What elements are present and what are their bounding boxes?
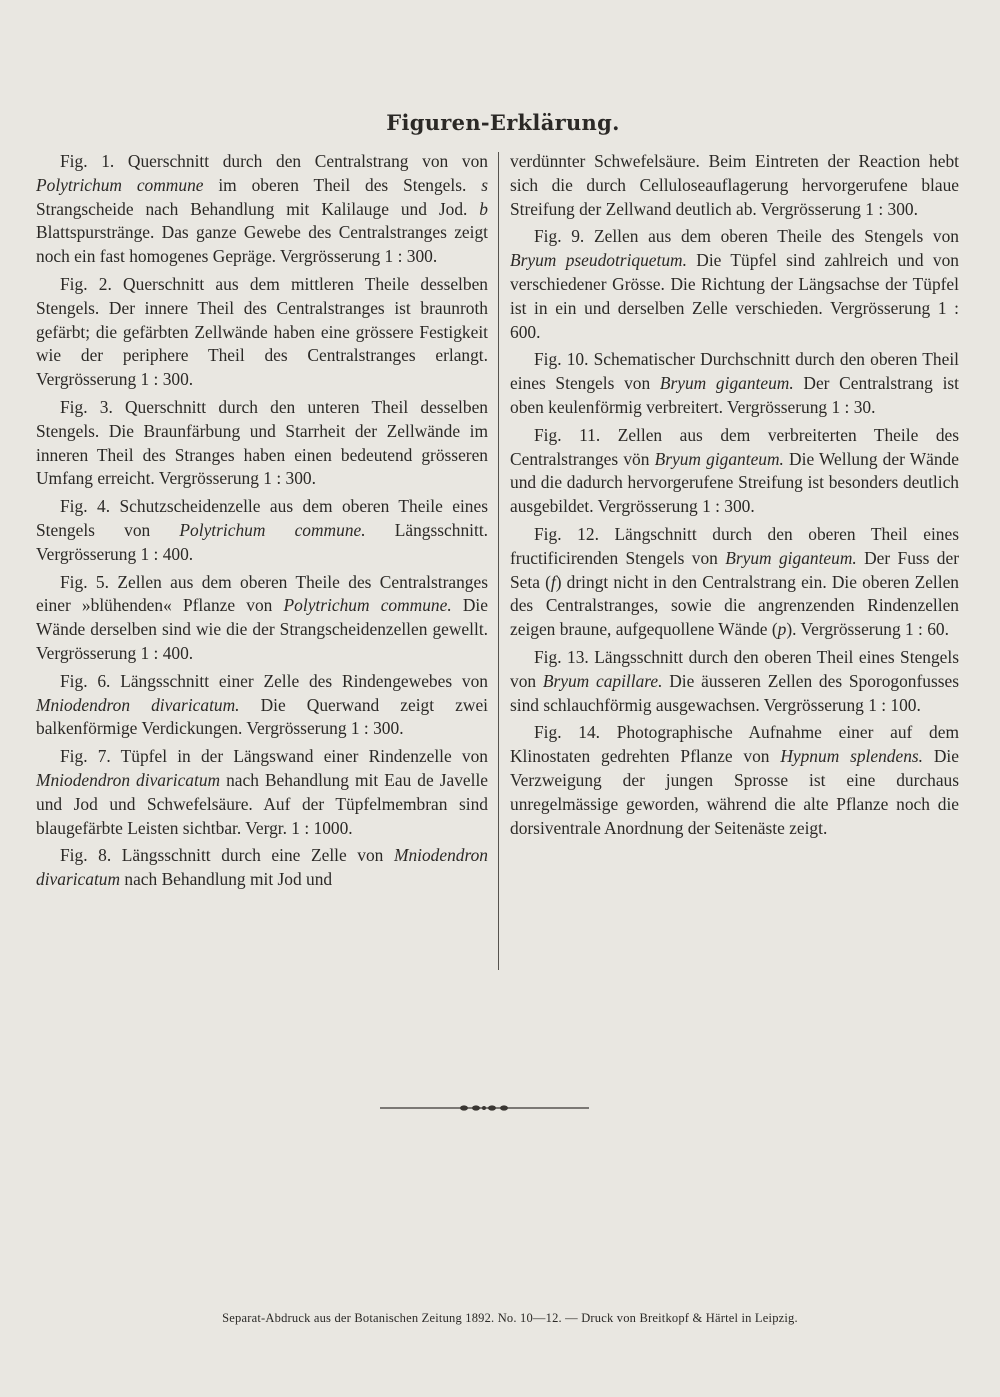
- ornament-rule: [380, 1100, 589, 1116]
- caption-text: nach Behandlung mit Eau de Javelle und Jod und Schwefelsäure. Auf der Tüpfelmembran sind blaugefärbte Leisten sichtbar. Vergr. 1 : 1000.: [36, 769, 488, 838]
- italic-text: Polytrichum commune.: [179, 519, 366, 540]
- right-column: [510, 150, 959, 844]
- caption-text: Fig. 10. Schematischer Durchschnitt durch den oberen Theil eines Stengels von: [510, 349, 959, 394]
- figure-caption: [36, 150, 488, 269]
- italic-text: Mniodendron divaricatum.: [36, 694, 240, 715]
- italic-text: Bryum capillare.: [542, 670, 663, 691]
- italic-text: Mniodendron divaricatum: [36, 845, 488, 890]
- figure-caption: [510, 424, 959, 519]
- page-title: Figuren-Erklärung.: [386, 110, 620, 136]
- figure-caption: [510, 348, 959, 419]
- italic-text: Bryum giganteum.: [654, 448, 784, 469]
- italic-text: b: [479, 198, 488, 219]
- caption-text: Der Centralstrang ist oben keulenförmig verbreitert. Vergrösserung 1 : 30.: [510, 373, 959, 417]
- caption-text: Fig. 8. Längsschnitt durch eine Zelle von: [60, 845, 394, 866]
- caption-text: Die äusseren Zellen des Sporogonfusses sind schlauchförmig ausgewachsen. Vergrösserung 1 : 100.: [510, 670, 960, 715]
- caption-text: Der Fuss der Seta (: [510, 547, 959, 592]
- caption-text: Blattspurstränge. Das ganze Gewebe des Centralstranges zeigt noch ein fast homogenes Gepräge. Vergrösserung 1 : 300.: [36, 222, 488, 267]
- italic-text: Bryum pseudotriquetum.: [510, 250, 687, 271]
- figure-caption: [36, 670, 488, 741]
- caption-text: Fig. 13. Längsschnitt durch den oberen Theil eines Stengels von: [510, 646, 959, 691]
- italic-text: s: [481, 174, 488, 195]
- figure-caption: [36, 844, 488, 892]
- caption-text: Strangscheide nach Behandlung mit Kalilauge und Jod.: [36, 198, 480, 219]
- figure-caption: [36, 495, 488, 566]
- caption-text: ) dringt nicht in den Centralstrang ein. Die oberen Zellen des Centralstranges, sowie die angrenzenden Rindenzellen zeigen braune, aufgequollene Wände (: [510, 571, 959, 640]
- italic-text: Mniodendron divaricatum: [36, 769, 221, 790]
- figure-caption: [36, 745, 488, 840]
- left-column: [36, 150, 488, 896]
- caption-text: nach Behandlung mit Jod und: [120, 869, 333, 890]
- figure-caption: [510, 150, 959, 221]
- caption-text: Fig. 5. Zellen aus dem oberen Theile des Centralstranges einer »blühenden« Pflanze von: [36, 571, 488, 616]
- caption-text: ). Vergrösserung 1 : 60.: [786, 619, 949, 640]
- caption-text: Fig. 12. Längschnitt durch den oberen Theil eines fructificirenden Stengels von: [510, 523, 959, 568]
- italic-text: Hypnum splendens.: [780, 746, 924, 767]
- italic-text: Polytrichum commune.: [283, 595, 452, 616]
- caption-text: Die Querwand zeigt zwei balkenförmige Verdickungen. Vergrösserung 1 : 300.: [36, 694, 488, 739]
- caption-text: Die Wellung der Wände und die dadurch hervorgerufene Streifung ist besonders deutlich ausgebildet. Vergrösserung 1 : 300.: [510, 448, 959, 517]
- italic-text: p: [777, 619, 787, 640]
- figure-caption: [510, 646, 959, 717]
- column-divider: [498, 152, 499, 970]
- caption-text: Fig. 1. Querschnitt durch den Centralstrang von von: [60, 151, 488, 171]
- caption-text: Fig. 7. Tüpfel in der Längswand einer Rindenzelle von: [60, 746, 488, 767]
- caption-text: Die Tüpfel sind zahlreich und von verschiedener Grösse. Die Richtung der Längsachse der Tüpfel ist in ein und derselben Zelle verschieden. Vergrösserung 1 : 600.: [510, 250, 959, 342]
- italic-text: Polytrichum commune: [36, 174, 204, 195]
- caption-text: im oberen Theil des Stengels.: [203, 174, 482, 195]
- figure-caption: [510, 721, 959, 840]
- caption-text: Fig. 9. Zellen aus dem oberen Theile des Stengels von: [534, 226, 959, 247]
- figure-caption: [36, 273, 488, 392]
- figure-caption: [36, 571, 488, 666]
- caption-text: Längsschnitt. Vergrösserung 1 : 400.: [36, 519, 488, 564]
- caption-text: Fig. 6. Längsschnitt einer Zelle des Rindengewebes von: [60, 670, 488, 691]
- footer-imprint: Separat-Abdruck aus der Botanischen Zeitung 1892. No. 10—12. — Druck von Breitkopf & Härtel in Leipzig.: [222, 1311, 798, 1325]
- caption-text: Fig. 14. Photographische Aufnahme einer auf dem Klinostaten gedrehten Pflanze von: [510, 722, 959, 767]
- caption-text: Fig. 3. Querschnitt durch den unteren Theil desselben Stengels. Die Braunfärbung und Starrheit der Zellwände im inneren Theil des Stranges haben einen bedeutend grösseren Umfang erreicht. Vergrösserung 1 : 300.: [36, 396, 488, 489]
- caption-text: Die Wände derselben sind wie die der Strangscheidenzellen gewellt. Vergrösserung 1 : 400.: [36, 595, 488, 663]
- caption-text: Fig. 4. Schutzscheidenzelle aus dem oberen Theile eines Stengels von: [36, 496, 488, 540]
- italic-text: Bryum giganteum.: [659, 373, 794, 394]
- caption-text: Die Verzweigung der jungen Sprosse ist eine durchaus unregelmässige geworden, während die alte Pflanze noch die dorsiventrale Anordnung der Seitenäste zeigt.: [510, 746, 959, 838]
- caption-text: verdünnter Schwefelsäure. Beim Eintreten der Reaction hebt sich die durch Celluloseauflagerung hervorgerufene blaue Streifung der Zellwand deutlich ab. Vergrösserung 1 : 300.: [510, 151, 959, 219]
- italic-text: Bryum giganteum.: [725, 547, 857, 568]
- caption-text: Fig. 11. Zellen aus dem verbreiterten Theile des Centralstranges vön: [510, 424, 959, 469]
- caption-text: Fig. 2. Querschnitt aus dem mittleren Theile desselben Stengels. Der innere Theil des Centralstranges ist braunroth gefärbt; die gefärbten Zellwände haben eine grössere Festigkeit wie der periphere Theil des Centralstranges erlangt. Vergrösserung 1 : 300.: [36, 273, 488, 390]
- figure-caption: [510, 225, 959, 344]
- figure-caption: [510, 523, 959, 642]
- italic-text: f: [550, 571, 556, 592]
- figure-caption: [36, 396, 488, 491]
